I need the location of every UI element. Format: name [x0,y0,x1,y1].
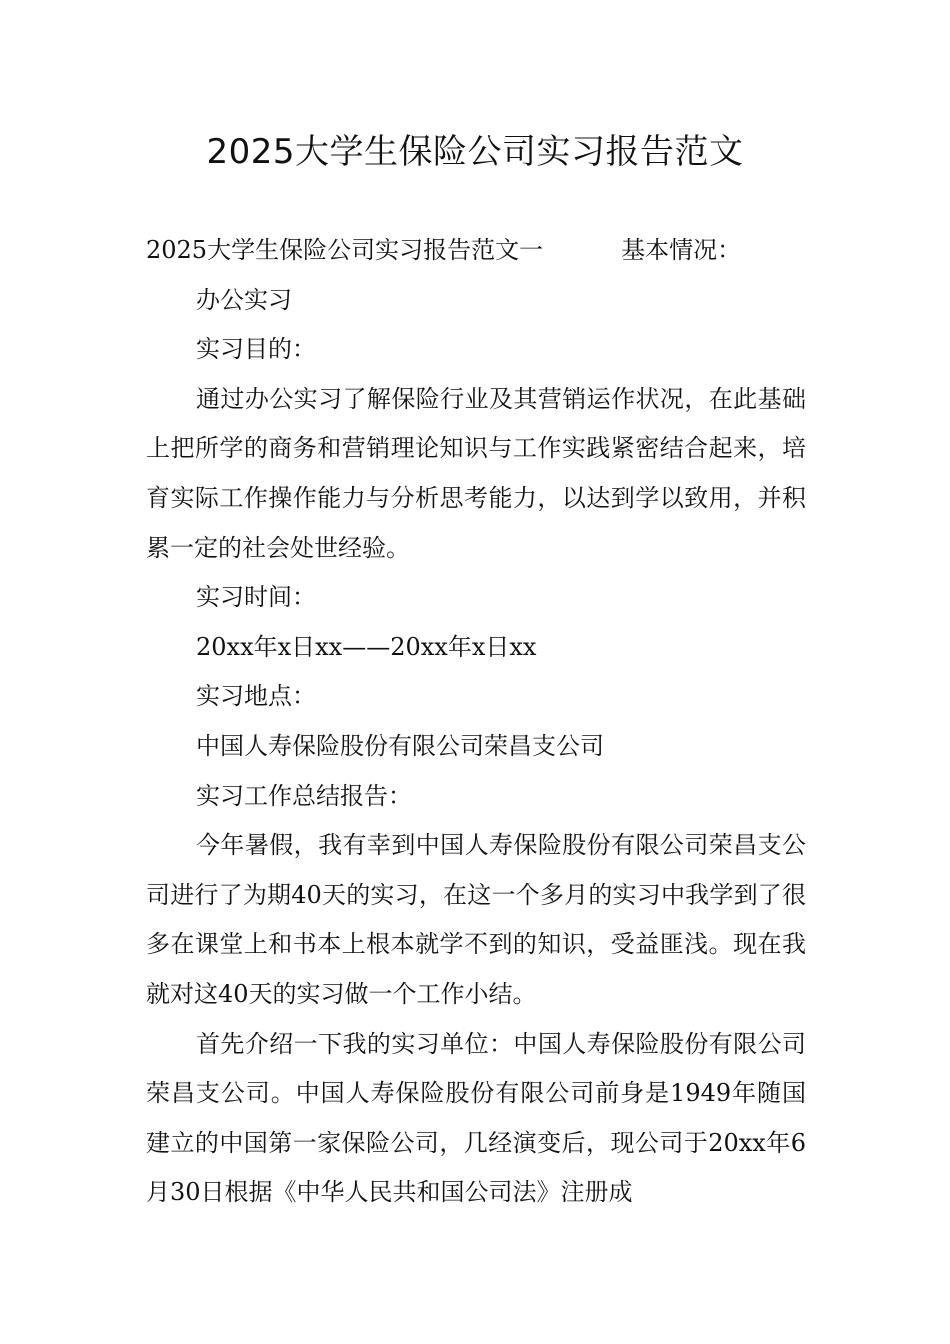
paragraph-company-intro: 首先介绍一下我的实习单位：中国人寿保险股份有限公司荣昌支公司。中国人寿保险股份有限公司前身是1949年随国建立的中国第一家保险公司，几经演变后，现公司于20xx年6月30日根据《中华人民共和国公司法》注册成 [146,1029,806,1207]
paragraph-time: 20xx年x日xx——20xx年x日xx [196,632,537,661]
intro-line [146,226,806,276]
paragraph-office-internship: 办公实习 [196,285,292,314]
basic-info-label: 基本情况： [621,236,742,264]
paragraph-summary-label: 实习工作总结报告： [196,781,412,810]
paragraph-purpose: 通过办公实习了解保险行业及其营销运作状况，在此基础上把所学的商务和营销理论知识与工作实践紧密结合起来，培育实际工作操作能力与分析思考能力，以达到学以致用，并积累一定的社会处世经验。 [146,384,806,562]
paragraph-purpose-label: 实习目的： [196,335,316,364]
paragraph-location-label: 实习地点： [196,682,316,711]
document-body [146,226,806,1218]
section-heading: 2025大学生保险公司实习报告范文一 [146,236,544,264]
document-title: 2025大学生保险公司实习报告范文 [206,132,744,172]
paragraph-summary: 今年暑假，我有幸到中国人寿保险股份有限公司荣昌支公司进行了为期40天的实习，在这一个多月的实习中我学到了很多在课堂上和书本上根本就学不到的知识，受益匪浅。现在我就对这40天的实习做一个工作小结。 [146,831,806,1008]
paragraph-location: 中国人寿保险股份有限公司荣昌支公司 [196,731,604,760]
paragraph-time-label: 实习时间： [196,583,316,612]
